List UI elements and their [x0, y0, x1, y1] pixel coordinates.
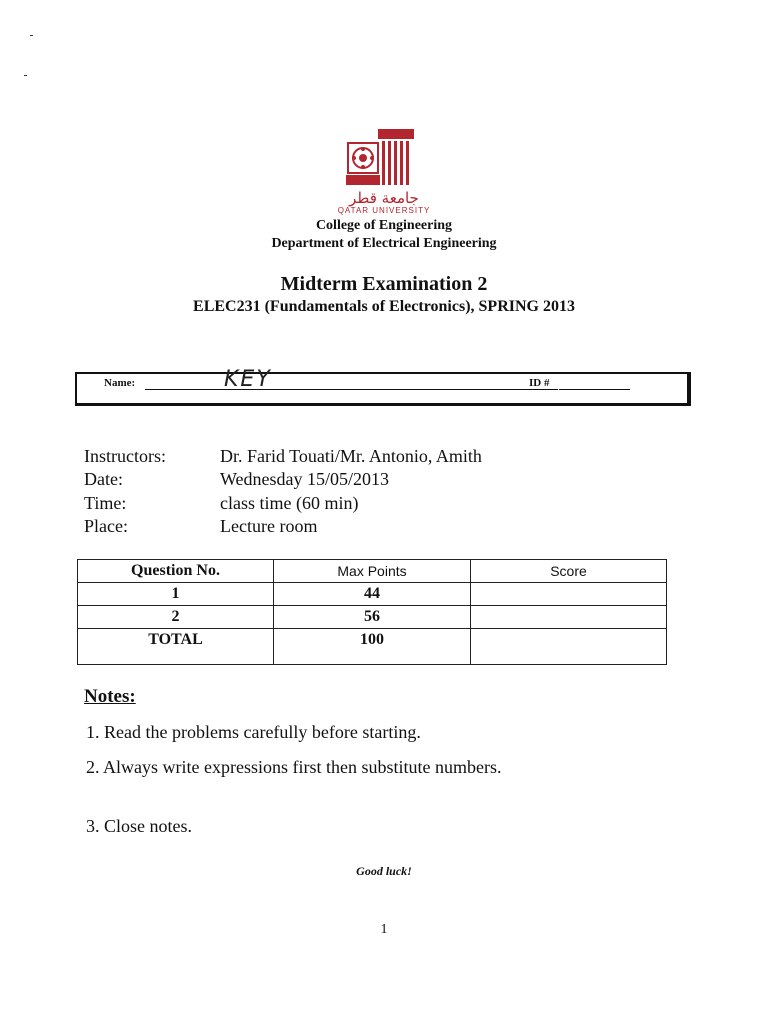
name-id-box — [75, 367, 691, 406]
note-item: 3. Close notes. — [86, 816, 192, 836]
time-value: class time (60 min) — [220, 493, 359, 513]
course-title: ELEC231 (Fundamentals of Electronics), SPRING 2013 — [193, 298, 575, 315]
total-score-cell[interactable] — [471, 629, 667, 665]
page-number: 1 — [380, 922, 388, 937]
name-handwritten-value: KEY — [224, 367, 272, 392]
department-name: Department of Electrical Engineering — [271, 236, 497, 251]
exam-title: Midterm Examination 2 — [280, 273, 488, 295]
question-no-header: Question No. — [78, 560, 274, 583]
notes-heading: Notes: — [84, 686, 136, 707]
good-luck-text: Good luck! — [356, 864, 412, 878]
total-points-cell: 100 — [274, 629, 471, 665]
question-cell: 1 — [78, 583, 274, 606]
max-points-header: Max Points — [274, 560, 471, 583]
max-points-cell: 56 — [274, 606, 471, 629]
place-value: Lecture room — [220, 516, 318, 536]
total-label-cell: TOTAL — [78, 629, 274, 665]
table-row — [78, 583, 667, 606]
score-header: Score — [471, 560, 667, 583]
college-name: College of Engineering — [315, 218, 453, 233]
scan-mark — [30, 35, 33, 36]
id-field[interactable] — [559, 389, 630, 390]
place-label: Place: — [84, 516, 128, 536]
id-label: ID # — [529, 377, 550, 389]
scan-mark — [24, 75, 27, 76]
instructors-label: Instructors: — [84, 446, 166, 466]
name-label: Name: — [104, 377, 136, 389]
date-value: Wednesday 15/05/2013 — [220, 469, 390, 489]
question-cell: 2 — [78, 606, 274, 629]
university-logo — [338, 127, 430, 217]
note-item: 1. Read the problems carefully before starting. — [86, 722, 421, 742]
time-label: Time: — [84, 493, 127, 513]
score-cell[interactable] — [471, 606, 667, 629]
table-header-row — [78, 560, 667, 583]
table-row — [78, 606, 667, 629]
score-cell[interactable] — [471, 583, 667, 606]
name-field[interactable] — [145, 389, 558, 390]
university-arabic-name: جامعة قطر — [349, 189, 419, 207]
note-item: 2. Always write expressions first then substitute numbers. — [86, 757, 502, 777]
score-table — [77, 559, 667, 665]
table-total-row — [78, 629, 667, 665]
max-points-cell: 44 — [274, 583, 471, 606]
university-english-name: QATAR UNIVERSITY — [337, 206, 431, 215]
instructors-value: Dr. Farid Touati/Mr. Antonio, Amith — [220, 446, 482, 466]
date-label: Date: — [84, 469, 123, 489]
